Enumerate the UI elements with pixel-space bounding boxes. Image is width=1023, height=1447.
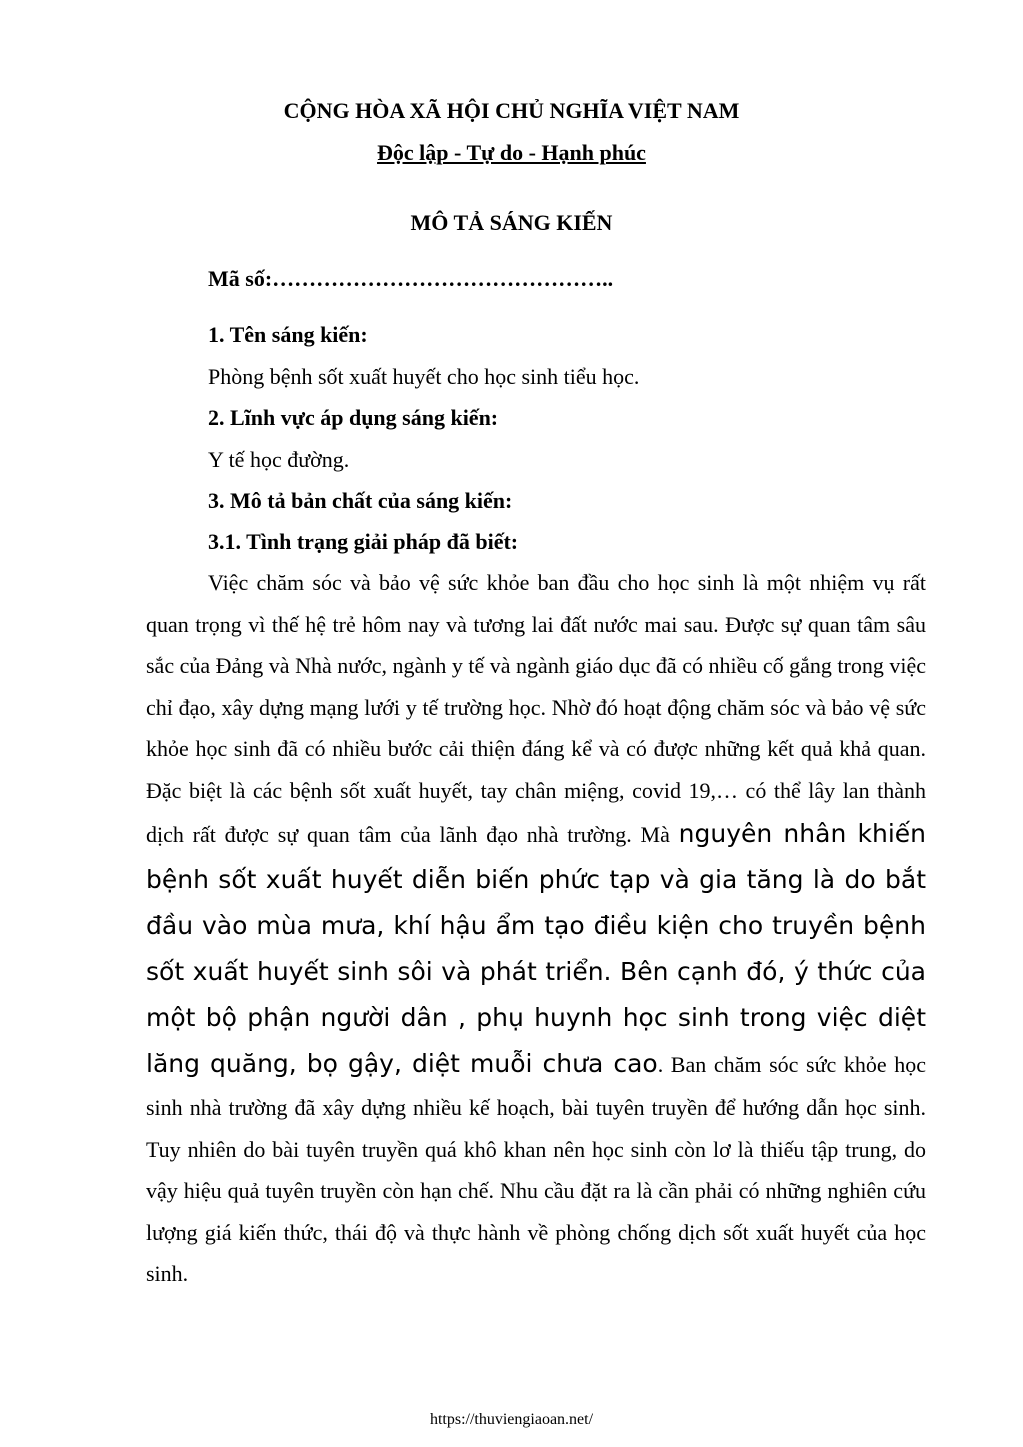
section-3-1-heading: 3.1. Tình trạng giải pháp đã biết: — [208, 529, 519, 554]
motto: Độc lập - Tự do - Hạnh phúc — [377, 140, 646, 165]
paragraph-part-3: . Ban chăm sóc sức khỏe học sinh nhà trường đã xây dựng nhiều kế hoạch, bài tuyên truyền để hướng dẫn học sinh. Tuy nhiên do bài tuyên truyền quá khô khan nên học sinh còn lơ là thiếu tập trung, do vậy hiệu quả tuyên truyền còn hạn chế. Nhu cầu đặt ra là cần phải có những nghiên cứu lượng giá kiến thức, thái độ và thực hành về phòng chống dịch sốt xuất huyết của học sinh. — [146, 1052, 927, 1286]
document-title: MÔ TẢ SÁNG KIẾN — [410, 210, 613, 235]
section-1-text: Phòng bệnh sốt xuất huyết cho học sinh tiểu học. — [208, 364, 640, 389]
national-title: CỘNG HÒA XÃ HỘI CHỦ NGHĨA VIỆT NAM — [283, 98, 740, 123]
paragraph-part-2: nguyên nhân khiến bệnh sốt xuất huyết diễn biến phức tạp và gia tăng là do bắt đầu vào mùa mưa, khí hậu ẩm tạo điều kiện cho truyền bệnh sốt xuất huyết sinh sôi và phát triển. Bên cạnh đó, ý thức của một bộ phận người dân , phụ huynh học sinh trong việc diệt lăng quăng, bọ gậy, diệt muỗi chưa cao — [146, 819, 926, 1078]
section-3-heading: 3. Mô tả bản chất của sáng kiến: — [208, 488, 513, 513]
section-2-text: Y tế học đường. — [208, 447, 350, 472]
section-1-heading: 1. Tên sáng kiến: — [208, 322, 368, 347]
code-line: Mã số:……………………………………….. — [208, 266, 614, 291]
paragraph-part-1: Việc chăm sóc và bảo vệ sức khỏe ban đầu cho học sinh là một nhiệm vụ rất quan trọng vì thế hệ trẻ hôm nay và tương lai đất nước mai sau. Được sự quan tâm sâu sắc của Đảng và Nhà nước, ngành y tế và ngành giáo dục đã có nhiều cố gắng trong việc chỉ đạo, xây dựng mạng lưới y tế trường học. Nhờ đó hoạt động chăm sóc và bảo vệ sức khỏe học sinh đã có nhiều bước cải thiện đáng kể và có được những kết quả khả quan. Đặc biệt là các bệnh sốt xuất huyết, tay chân miệng, covid 19,… có thể lây lan thành dịch rất được sự quan tâm của lãnh đạo nhà trường. Mà — [146, 570, 926, 847]
footer-url: https://thuviengiaoan.net/ — [429, 1411, 594, 1428]
body-paragraph — [146, 562, 926, 1295]
section-2-heading: 2. Lĩnh vực áp dụng sáng kiến: — [208, 405, 499, 430]
